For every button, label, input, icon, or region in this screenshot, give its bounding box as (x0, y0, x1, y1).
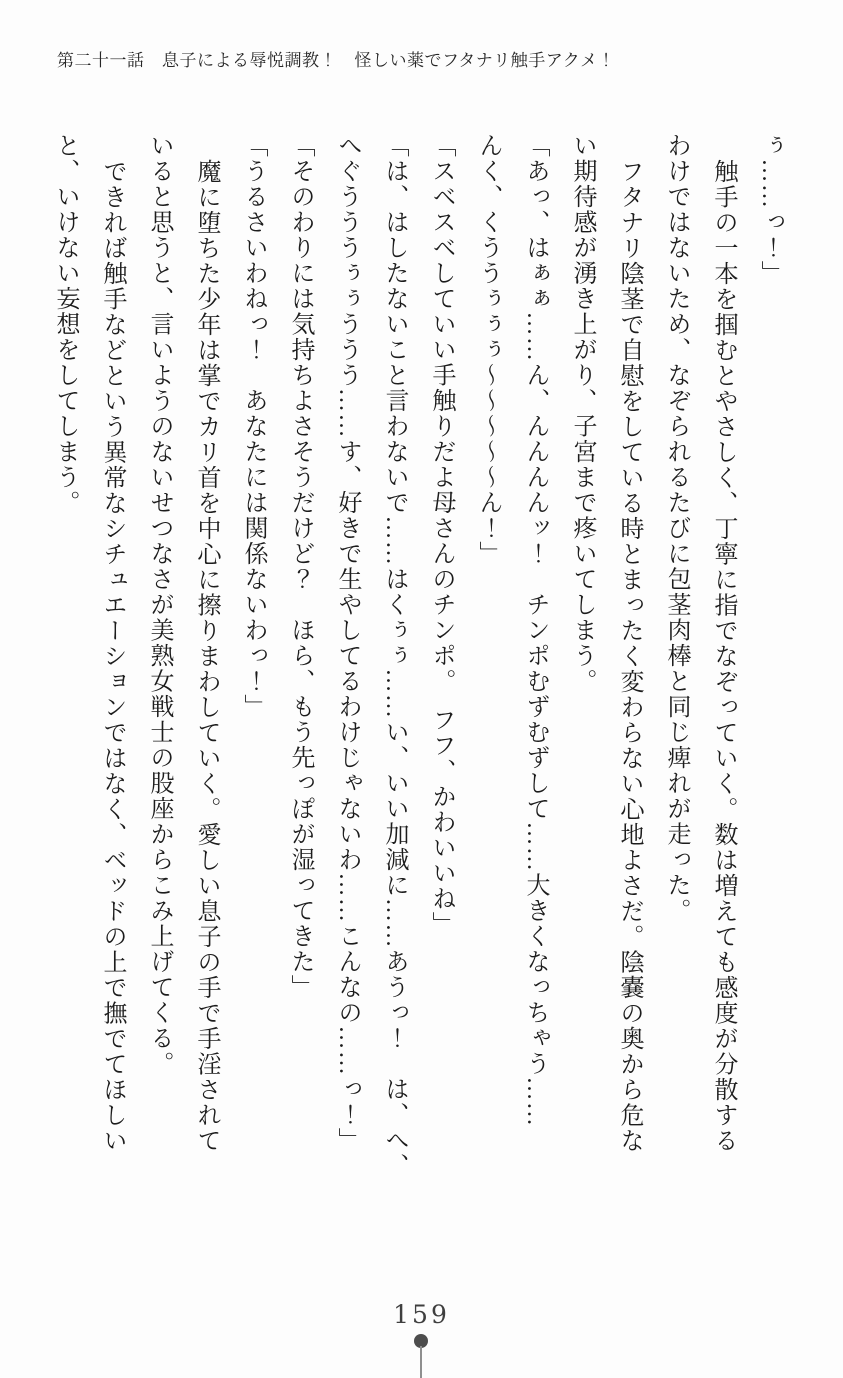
text-column: 「スベスベしていい手触りだよ母さんのチンポ。 フフ、かわいいね」 (428, 133, 454, 937)
text-column: 「あっ、はぁぁ……ん、んんんんッ！ チンポむずむずして……大きくなっちゃう…… (522, 133, 548, 1128)
text-column: いると思うと、言いようのないせつなさが美熟女戦士の股座からこみ上げてくる。 (146, 133, 172, 1077)
text-column: んく、くううぅぅぅ～～～～～ん！」 (475, 133, 501, 567)
text-column: い期待感が湧き上がり、子宮まで疼いてしまう。 (569, 133, 595, 694)
text-column: 「は、はしたないこと言わないで……はくぅぅ……い、いい加減に……あうっ！ は、へ、 (381, 133, 407, 1179)
text-column: わけではないため、なぞられるたびに包茎肉棒と同じ痺れが走った。 (663, 133, 689, 924)
text-column: ぅ……っ！」 (757, 133, 783, 286)
text-column: フタナリ陰茎で自慰をしている時とまったく変わらない心地よさだ。陰嚢の奥から危な (616, 158, 642, 1153)
chapter-header-title: 第二十一話 息子による辱悦調教！ 怪しい薬でフタナリ触手アクメ！ (57, 51, 616, 70)
vertical-body-text (41, 133, 793, 1238)
text-column: 「そのわりには気持ちよさそうだけど？ ほら、もう先っぽが湿ってきた」 (287, 133, 313, 1000)
text-column: 触手の一本を掴むとやさしく、丁寧に指でなぞっていく。数は増えても感度が分散する (710, 158, 736, 1153)
page-number: 159 (393, 1300, 450, 1329)
text-column: 「うるさいわねっ！ あなたには関係ないわっ！」 (240, 133, 266, 720)
text-column: できれば触手などという異常なシチュエーションではなく、ベッドの上で撫でてほしい (99, 158, 125, 1153)
text-column: 魔に堕ちた少年は掌でカリ首を中心に擦りまわしていく。愛しい息子の手で手淫されて (193, 158, 219, 1153)
text-column: と、いけない妄想をしてしまう。 (52, 133, 78, 516)
page-number-stem-line (420, 1346, 422, 1378)
text-column: へぐうううぅぅううう……す、好きで生やしてるわけじゃないわ……こんなの……っ！」 (334, 133, 360, 1153)
